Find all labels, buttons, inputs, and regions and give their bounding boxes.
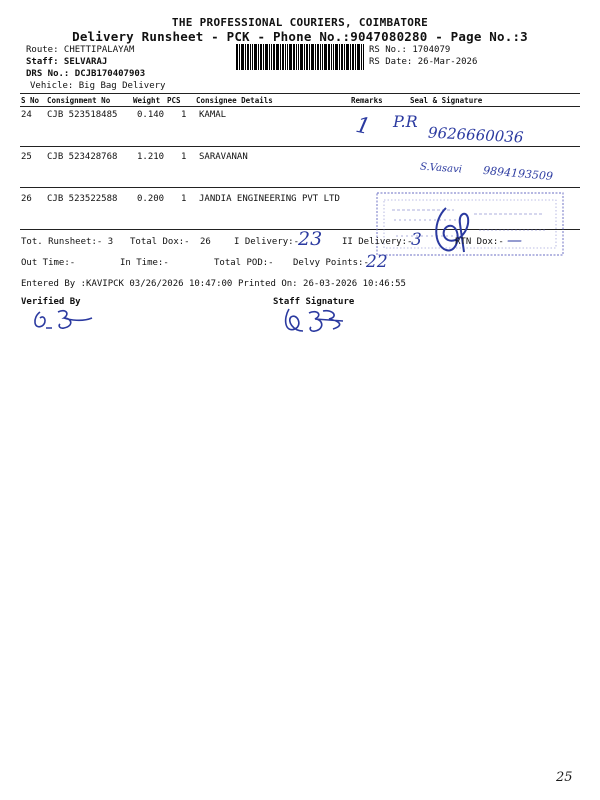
handwritten-page-number: 25 [556,770,573,785]
row-sno: 25 [21,152,32,162]
i-delivery-value: 23 [298,228,323,250]
col-consignment: Consignment No [47,96,111,105]
ii-delivery-label: II Delivery:- [342,237,413,247]
barcode [236,44,364,70]
row-consignment: CJB 523428768 [47,152,118,162]
row26-signature [428,200,478,258]
col-consignee: Consignee Details [196,96,273,105]
header-bottom-rule [20,106,580,107]
row-consignee: KAMAL [199,110,227,120]
row-divider [20,187,580,188]
ii-delivery-value: 3 [411,230,422,250]
row-sno: 26 [21,194,32,204]
staff-signature [283,303,349,337]
i-delivery-label: I Delivery:- [234,237,300,247]
printed-on: Printed On: 26-03-2026 10:46:55 [238,279,406,289]
row-weight: 0.200 [137,194,165,204]
row-consignee: JANDIA ENGINEERING PVT LTD [199,194,340,204]
delvy-points-value: 22 [366,252,388,272]
verified-by-signature [30,304,94,334]
row25-phone-handwritten: 9894193509 [482,163,554,184]
delvy-points-label: Delvy Points:- [293,258,369,268]
verified-by-label: Verified By [21,297,81,307]
staff-signature-label: Staff Signature [273,297,355,307]
in-time: In Time:- [120,258,169,268]
col-sno: S No [21,96,40,105]
row-pcs: 1 [181,110,187,120]
row-consignment: CJB 523522588 [47,194,118,204]
total-pod: Total POD:- [214,258,274,268]
col-remarks: Remarks [351,96,383,105]
out-time: Out Time:- [21,258,76,268]
row-divider [20,146,580,147]
col-pcs: PCS [167,96,181,105]
route: Route: CHETTIPALAYAM [26,45,135,55]
runsheet-title: Delivery Runsheet - PCK - Phone No.:9047080280 - Page No.:3 [72,29,528,44]
drs-value: DCJB170407903 [74,69,146,79]
row24-phone-handwritten: 9626660036 [427,123,524,147]
row-pcs: 1 [181,152,187,162]
row24-signature-handwritten: P.R [393,112,418,131]
staff: Staff: SELVARAJ [26,57,108,67]
row25-signature-handwritten: S.Vasavi [419,161,463,176]
tot-runsheet: Tot. Runsheet:- 3 [21,237,114,247]
entered-by: Entered By :KAVIPCK 03/26/2026 10:47:00 [21,279,233,289]
total-dox-value: 26 [200,237,211,247]
row24-remark-handwritten: 1 [353,112,373,141]
row-consignment: CJB 523518485 [47,110,118,120]
header-top-rule [20,93,580,94]
rtn-dox-value: — [507,231,522,249]
row-consignee: SARAVANAN [199,152,248,162]
rs-number: RS No.: 1704079 [369,45,451,55]
vehicle: Vehicle: Big Bag Delivery [30,81,166,91]
drs-label: DRS No.: [26,69,70,79]
row-weight: 0.140 [137,110,165,120]
row-weight: 1.210 [137,152,165,162]
row-pcs: 1 [181,194,187,204]
row-sno: 24 [21,110,32,120]
col-weight: Weight [133,96,161,105]
rtn-dox-label: RTN Dox:- [455,237,504,247]
drs-number [26,69,145,79]
total-dox-label: Total Dox:- [130,237,190,247]
company-title: THE PROFESSIONAL COURIERS, COIMBATORE [171,16,429,29]
rs-date: RS Date: 26-Mar-2026 [369,57,478,67]
col-seal: Seal & Signature [410,96,483,105]
